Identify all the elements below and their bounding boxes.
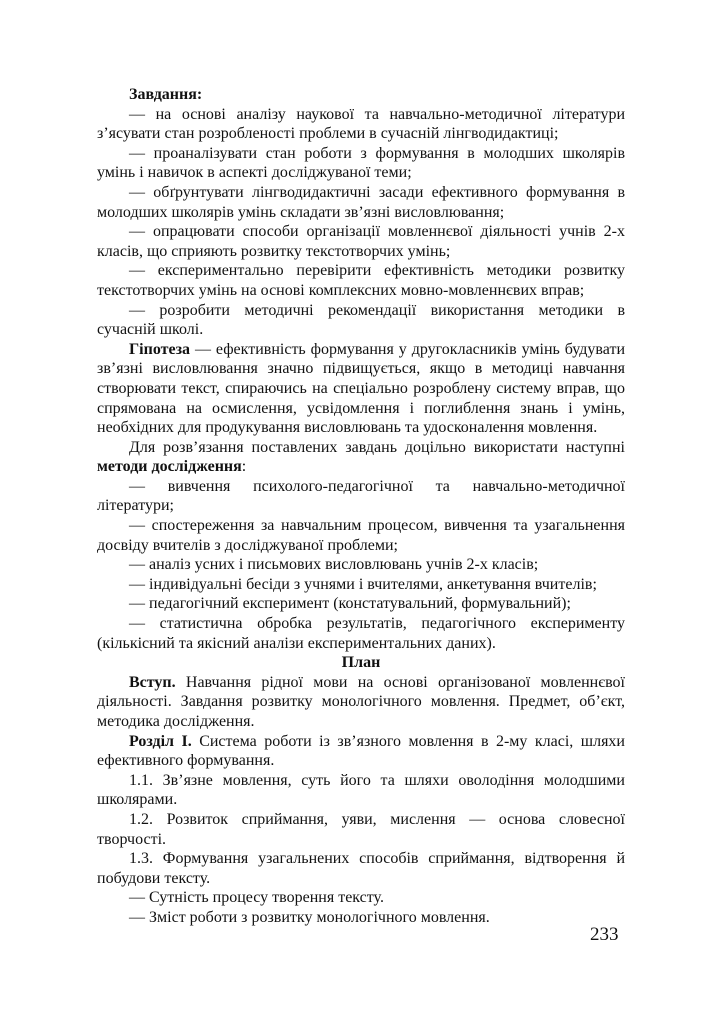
methods-term: методи дослідження (97, 458, 242, 476)
plan-item: 1.3. Формування узагальнених способів сприймання, відтворення й побудови тексту. (97, 850, 625, 887)
plan-intro-text: Навчання рідної мови на основі організованої мовленнєвої діяльності. Завдання розвитку монологічного мовлення. Предмет, об’єкт, методика дослідження. (97, 673, 625, 730)
hypothesis-text: — ефективність формування у другокласників умінь будувати зв’язні висловлювання значно підвищується, якщо в методиці навчання створювати текст, спираючись на спеціально розроблену систему вправ, що спрямована на осмислення, усвідомлення і поглиблення знань і умінь, необхідних для продукування висловлювань та удосконалення мовлення. (97, 340, 625, 437)
task-item: — експериментально перевірити ефективність методики розвитку текстотворчих умінь на основі комплексних мовно-мовленнєвих вправ; (97, 262, 625, 299)
page-body (97, 85, 625, 928)
task-item: — проаналізувати стан роботи з формування в молодших школярів умінь і навичок в аспекті досліджуваної теми; (97, 144, 625, 182)
plan-item: — Зміст роботи з розвитку монологічного мовлення. (129, 908, 490, 926)
task-item: — на основі аналізу наукової та навчально-методичної літератури з’ясувати стан розробленості проблеми в сучасній лінгводидактиці; (97, 105, 625, 143)
method-item: — статистична обробка результатів, педагогічного експерименту (кількісний та якісний аналізи експериментальних даних). (97, 615, 625, 652)
method-item: — педагогічний експеримент (констатувальний, формувальний); (129, 595, 571, 613)
plan-intro-term: Вступ. (129, 673, 176, 691)
plan-item: 1.2. Розвиток сприймання, уяви, мислення — основа словесної творчості. (97, 810, 625, 848)
page-number: 233 (590, 924, 619, 945)
task-item: — розробити методичні рекомендації використання методики в сучасній школі. (97, 301, 625, 339)
plan-section-text: Система роботи із зв’язного мовлення в 2-му класі, шляхи ефективного формування. (97, 732, 625, 770)
plan-section-term: Розділ І. (129, 732, 192, 750)
hypothesis-term: Гіпотеза (129, 340, 191, 358)
methods-intro-paragraph (97, 438, 625, 477)
plan-item: 1.1. Зв’язне мовлення, суть його та шляхи оволодіння молодшими школярами. (97, 771, 625, 809)
method-item: — індивідуальні бесіди з учнями і вчителями, анкетування вчителів; (129, 575, 597, 593)
methods-intro: Для розв’язання поставлених завдань доцільно використати наступні (129, 438, 625, 456)
tasks-heading: Завдання: (129, 86, 203, 103)
methods-colon: : (241, 458, 247, 476)
plan-item: — Сутність процесу творення тексту. (129, 889, 384, 907)
method-item: — аналіз усних і письмових висловлювань учнів 2-х класів; (129, 556, 539, 574)
task-item: — опрацювати способи організації мовленнєвої діяльності учнів 2-х класів, що сприяють розвитку текстотворчих умінь; (97, 223, 625, 260)
hypothesis-paragraph (97, 340, 625, 438)
plan-section-paragraph (97, 732, 625, 771)
plan-intro-paragraph (97, 673, 625, 732)
task-item: — обґрунтувати лінгводидактичні засади ефективного формування в молодших школярів умінь складати зв’язні висловлювання; (97, 183, 625, 221)
method-item: — спостереження за навчальним процесом, вивчення та узагальнення досвіду вчителів з досліджуваної проблеми; (97, 517, 625, 554)
plan-heading: План (341, 654, 381, 672)
method-item: — вивчення психолого-педагогічної та навчально-методичної літератури; (97, 477, 625, 515)
